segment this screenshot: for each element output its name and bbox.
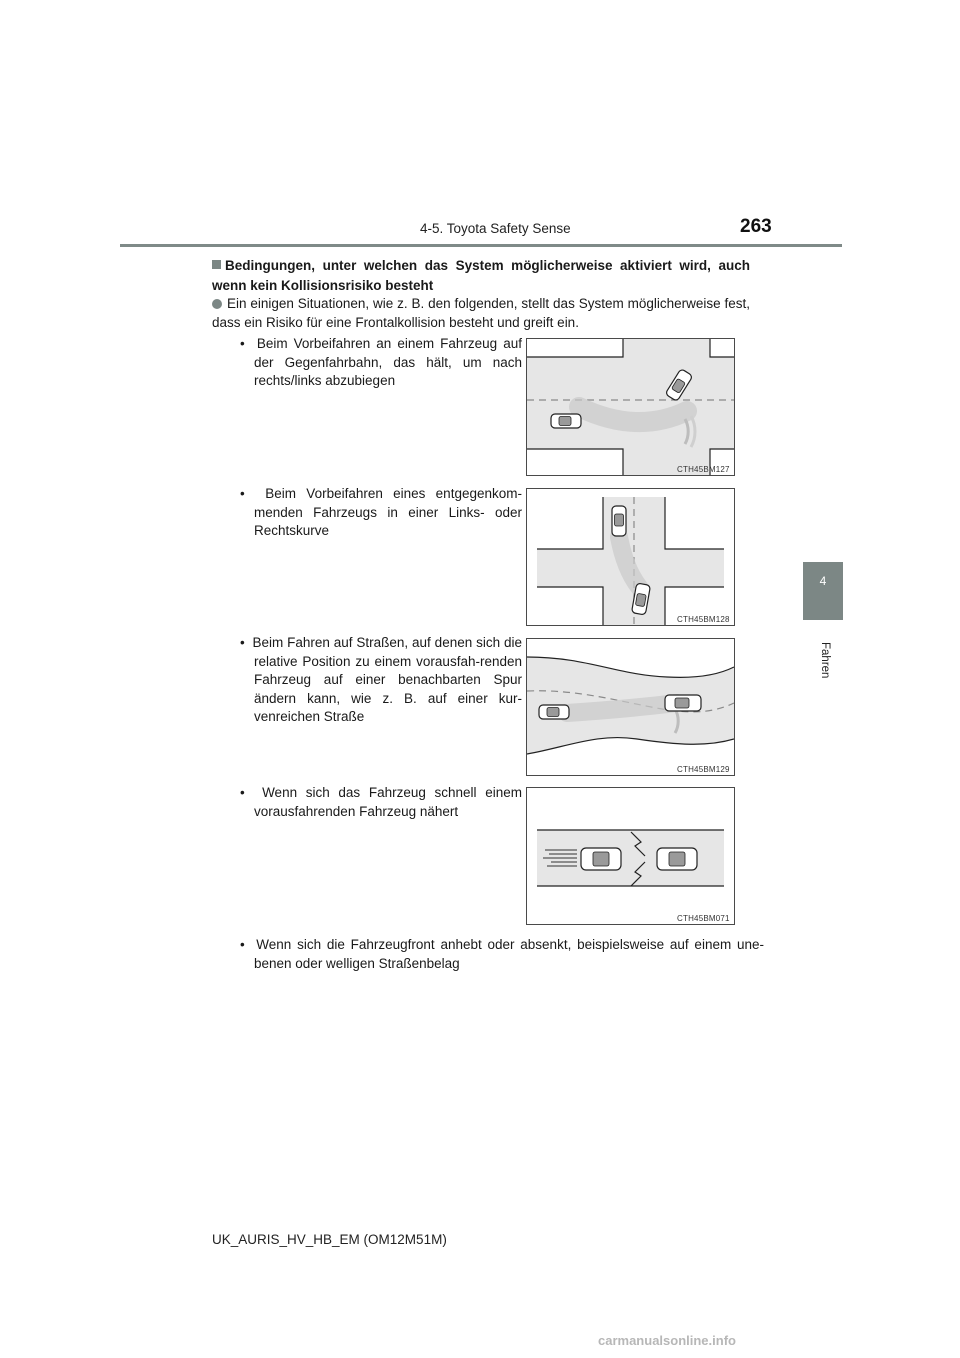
list-item-text: Wenn sich das Fahrzeug schnell einem vorausfahrenden Fahrzeug nähert — [254, 785, 522, 819]
list-bullet: • — [240, 785, 245, 800]
list-item — [240, 634, 522, 727]
section-title: 4-5. Toyota Safety Sense — [420, 221, 571, 236]
figure-code: CTH45BM128 — [677, 615, 730, 624]
list-item — [240, 335, 522, 391]
circle-bullet-icon — [212, 299, 222, 309]
list-item-text: Beim Fahren auf Straßen, auf denen sich die relative Position zu einem vorausfah-renden Fahrzeug auf einer benachbarten Spur ändern kann, wie z. B. auf einer kur-venreichen Straße — [252, 635, 522, 724]
list-item — [240, 485, 522, 541]
list-item-text: Wenn sich die Fahrzeugfront anhebt oder absenkt, beispielsweise auf einem une-benen oder welligen Straßenbelag — [254, 937, 764, 971]
list-item-text: Beim Vorbeifahren eines entgegenkom-menden Fahrzeugs in einer Links- oder Rechtskurve — [254, 486, 522, 538]
chapter-label-text: Fahren — [819, 642, 831, 679]
section-heading-text: Bedingungen, unter welchen das System möglicherweise aktiviert wird, auch wenn kein Kollisionsrisiko besteht — [212, 258, 750, 293]
figure-intersection-turning-vehicle — [526, 338, 735, 476]
list-item — [240, 936, 764, 973]
square-bullet-icon — [212, 260, 221, 269]
figure-curve-oncoming-vehicle — [526, 488, 735, 626]
chapter-tab — [803, 562, 843, 620]
list-item — [240, 784, 522, 821]
list-bullet: • — [240, 486, 245, 501]
intro-text: Ein einigen Situationen, wie z. B. den folgenden, stellt das System möglicherweise fest, dass ein Risiko für eine Frontalkollision besteht und greift ein. — [212, 296, 750, 330]
figure-code: CTH45BM071 — [677, 914, 730, 923]
watermark: carmanualsonline.info — [598, 1333, 736, 1348]
figure-code: CTH45BM129 — [677, 765, 730, 774]
list-bullet: • — [240, 635, 245, 650]
header-divider — [120, 244, 842, 247]
figure-winding-road — [526, 638, 735, 776]
chapter-number: 4 — [819, 574, 827, 588]
figure-code: CTH45BM127 — [677, 465, 730, 474]
list-item-text: Beim Vorbeifahren an einem Fahrzeug auf der Gegenfahrbahn, das hält, um nach rechts/links abzubiegen — [254, 336, 522, 388]
list-bullet: • — [240, 336, 245, 351]
intro-paragraph — [212, 294, 750, 332]
section-heading — [212, 256, 750, 296]
figure-rapid-approach — [526, 787, 735, 925]
footer-doc-code: UK_AURIS_HV_HB_EM (OM12M51M) — [212, 1232, 447, 1247]
page-number: 263 — [740, 216, 772, 237]
list-bullet: • — [240, 937, 245, 952]
chapter-label — [809, 628, 837, 678]
